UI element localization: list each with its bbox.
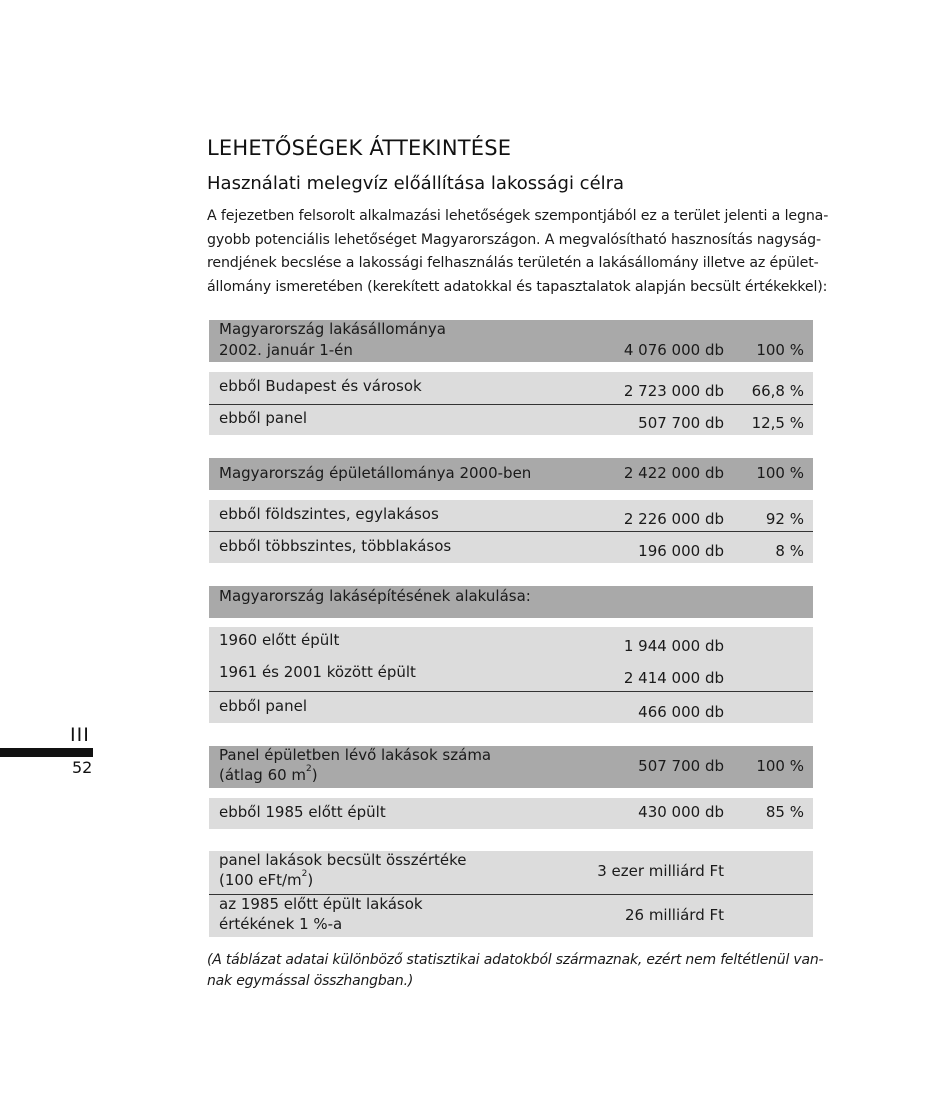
row-percent: 66,8 % [751,382,804,400]
row-value: 507 700 db [638,414,724,432]
superscript: 2 [301,869,308,879]
row-percent: 92 % [765,510,804,528]
header-label-line1: Panel épületben lévő lakások száma [219,746,492,764]
row-value: 1 944 000 db [623,637,724,655]
row-label: ebből 1985 előtt épült [219,803,386,821]
row-value: 430 000 db [638,803,724,821]
row-value: 3 ezer milliárd Ft [597,862,724,880]
header-percent: 100 % [756,757,804,775]
row-percent: 8 % [775,542,804,560]
header-value: 507 700 db [638,757,724,775]
label-text: ) [311,766,318,784]
row-value: 196 000 db [638,542,724,560]
header-label-line1: Magyarország lakásállománya [219,320,446,338]
label-text: (átlag 60 m [219,766,307,784]
intro-line: állomány ismeretében (kerekített adatokkal és tapasztalatok alapján becsült értékekkel): [207,278,828,295]
footnote-line: nak egymással összhangban.) [207,973,414,989]
table-row-group [209,627,813,691]
header-value: 2 422 000 db [623,464,724,482]
footnote-line: (A táblázat adatai különböző statisztikai adatokból származnak, ezért nem feltétlenül van- [207,952,824,968]
row-value: 2 723 000 db [623,382,724,400]
row-value: 2 414 000 db [623,669,724,687]
row-label: ebből Budapest és városok [219,377,422,395]
table-row [209,531,813,563]
table-header-housing-stock [209,320,813,362]
table-row [209,691,813,723]
row-label-line1: az 1985 előtt épült lakások [219,895,423,913]
section-subheading: Használati melegvíz előállítása lakossági célra [207,173,625,194]
table-row [209,798,813,829]
superscript: 2 [306,764,312,774]
row-label: 1961 és 2001 között épült [219,663,416,681]
header-percent: 100 % [756,341,804,359]
table-row [209,851,813,894]
header-value: 4 076 000 db [623,341,724,359]
row-label-line1: panel lakások becsült összértéke [219,851,467,869]
table-row [209,372,813,404]
header-percent: 100 % [756,464,804,482]
row-percent: 12,5 % [751,414,804,432]
table-footnote [207,950,824,992]
label-text: (100 eFt/m [219,871,302,889]
row-label: ebből panel [219,409,308,427]
row-label: ebből földszintes, egylakásos [219,505,439,523]
row-percent: 85 % [765,803,804,821]
intro-line: A fejezetben felsorolt alkalmazási lehetőségek szempontjából ez a terület jelenti a legna- [207,208,829,224]
row-value: 26 milliárd Ft [624,906,724,924]
header-label: Magyarország lakásépítésének alakulása: [219,587,531,605]
page-number: 52 [72,758,93,777]
label-text: ) [307,871,314,889]
table-row [209,894,813,937]
intro-line: gyobb potenciális lehetőséget Magyarországon. A megvalósítható hasznosítás nagyság- [207,231,822,248]
row-label: ebből többszintes, többlakásos [219,537,452,555]
margin-rule [0,748,93,757]
table-row [209,500,813,531]
table-header-building-stock [209,458,813,490]
row-label: 1960 előtt épült [219,631,340,649]
table-header-panel-apartments [209,746,813,788]
row-value: 466 000 db [638,703,724,721]
section-heading: LEHETŐSÉGEK ÁTTEKINTÉSE [207,136,512,160]
row-label-line2: értékének 1 %-a [219,915,343,933]
table-header-construction-trend [209,586,813,618]
row-label-line2 [219,871,313,889]
header-label-line2: 2002. január 1-én [219,341,353,359]
table-row [209,404,813,435]
chapter-marker: III [70,724,90,746]
intro-paragraph [207,205,829,299]
row-label: ebből panel [219,697,308,715]
header-label-line2 [219,766,318,784]
row-value: 2 226 000 db [623,510,724,528]
header-label: Magyarország épületállománya 2000-ben [219,464,532,482]
intro-line: rendjének becslése a lakossági felhasználás területén a lakásállomány illetve az épület- [207,255,819,271]
